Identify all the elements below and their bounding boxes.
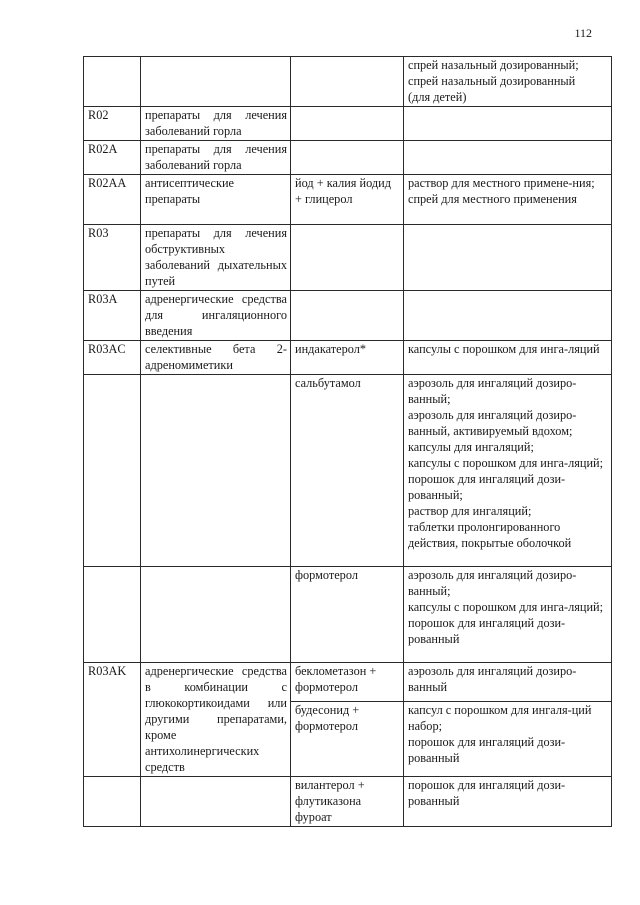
table-row (84, 341, 612, 375)
inn-cell: сальбутамол (291, 375, 404, 567)
group-cell (141, 375, 291, 567)
dosage-form-cell (404, 291, 612, 341)
atc-code-cell: R02A (84, 141, 141, 175)
table-row (84, 567, 612, 663)
inn-cell: вилантерол + флутиказона фуроат (291, 777, 404, 827)
table-row (84, 107, 612, 141)
dosage-form-line: порошок для ингаляций дози-рованный; (408, 472, 566, 502)
dosage-form-cell (404, 107, 612, 141)
dosage-form-line: аэрозоль для ингаляций дозиро-ванный (408, 664, 577, 694)
inn-cell (291, 57, 404, 107)
table-row (84, 141, 612, 175)
inn-cell: формотерол (291, 567, 404, 663)
group-cell: препараты для лечения обструктивных заболеваний дыхательных путей (141, 225, 291, 291)
dosage-form-cell (404, 701, 612, 776)
page-number: 112 (574, 26, 592, 40)
dosage-form-line: капсулы для ингаляций; (408, 440, 534, 454)
dosage-form-line: аэрозоль для ингаляций дозиро-ванный, активируемый вдохом; (408, 408, 577, 438)
dosage-form-line: капсулы с порошком для инга-ляций (408, 342, 600, 356)
atc-code-cell (84, 567, 141, 663)
atc-code-cell: R03AC (84, 341, 141, 375)
inn-cell (291, 225, 404, 291)
drug-table (83, 56, 612, 827)
dosage-form-line: спрей назальный дозированный; (408, 58, 579, 72)
inn-cell: будесонид + формотерол (291, 701, 404, 776)
inn-cell: йод + калия йодид + глицерол (291, 175, 404, 225)
group-cell (141, 567, 291, 663)
table-row (84, 57, 612, 107)
table-row (84, 175, 612, 225)
group-cell: антисептические препараты (141, 175, 291, 225)
group-cell (141, 777, 291, 827)
group-cell: препараты для лечения заболеваний горла (141, 141, 291, 175)
inn-cell: беклометазон + формотерол (291, 663, 404, 702)
atc-code-cell (84, 57, 141, 107)
table-row (84, 291, 612, 341)
table-row (84, 663, 612, 702)
group-cell (141, 57, 291, 107)
dosage-form-line: порошок для ингаляций дози-рованный (408, 778, 566, 808)
dosage-form-cell (404, 175, 612, 225)
table-row (84, 375, 612, 567)
group-cell: селективные бета 2-адреномиметики (141, 341, 291, 375)
dosage-form-line: спрей назальный дозированный (408, 74, 576, 88)
group-cell: адренергические средства для ингаляционного введения (141, 291, 291, 341)
atc-code-cell: R02AA (84, 175, 141, 225)
dosage-form-cell (404, 375, 612, 567)
table-row (84, 777, 612, 827)
dosage-form-line: (для детей) (408, 90, 467, 104)
inn-cell (291, 291, 404, 341)
table-row (84, 225, 612, 291)
dosage-form-line: таблетки пролонгированного действия, покрытые оболочкой (408, 520, 572, 550)
dosage-form-line: аэрозоль для ингаляций дозиро-ванный; (408, 568, 577, 598)
inn-cell: индакатерол* (291, 341, 404, 375)
atc-code-cell: R03AK (84, 663, 141, 777)
atc-code-cell: R03A (84, 291, 141, 341)
dosage-form-cell (404, 777, 612, 827)
inn-cell (291, 107, 404, 141)
dosage-form-cell (404, 341, 612, 375)
dosage-form-line: спрей для местного применения (408, 192, 577, 206)
dosage-form-line: капсул с порошком для ингаля-ций набор; (408, 702, 592, 733)
dosage-form-line: раствор для местного примене-ния; (408, 176, 595, 190)
atc-code-cell (84, 777, 141, 827)
dosage-form-line: раствор для ингаляций; (408, 504, 532, 518)
dosage-form-cell (404, 663, 612, 702)
dosage-form-cell (404, 225, 612, 291)
dosage-form-cell (404, 57, 612, 107)
dosage-form-line: аэрозоль для ингаляций дозиро-ванный; (408, 376, 577, 406)
group-cell: препараты для лечения заболеваний горла (141, 107, 291, 141)
inn-cell (291, 141, 404, 175)
atc-code-cell: R03 (84, 225, 141, 291)
atc-code-cell: R02 (84, 107, 141, 141)
dosage-form-cell (404, 141, 612, 175)
group-cell: адренергические средства в комбинации с глюкокортикоидами или другими препаратами, кроме антихолинергических средств (141, 663, 291, 777)
atc-code-cell (84, 375, 141, 567)
dosage-form-line: капсулы с порошком для инга-ляций; (408, 600, 604, 614)
dosage-form-line: порошок для ингаляций дози-рованный (408, 616, 566, 646)
dosage-form-line: порошок для ингаляций дози-рованный (408, 734, 566, 765)
dosage-form-cell (404, 567, 612, 663)
dosage-form-line: капсулы с порошком для инга-ляций; (408, 456, 604, 470)
